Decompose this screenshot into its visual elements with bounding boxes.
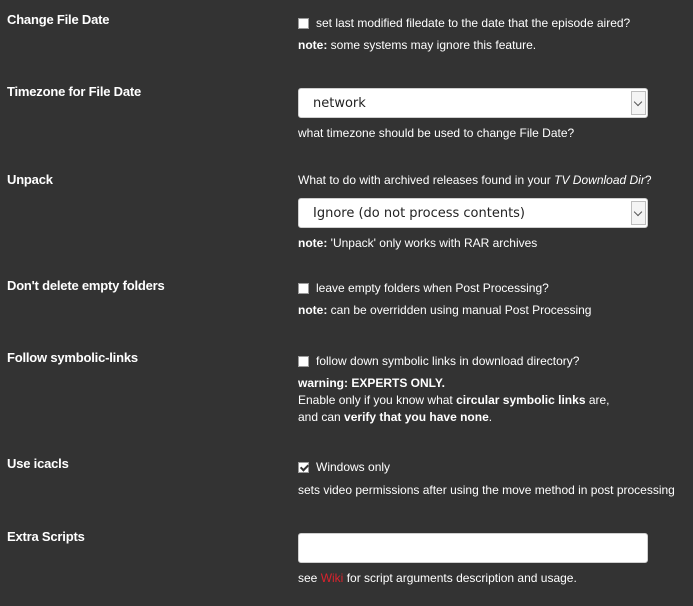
unpack-question — [298, 173, 652, 187]
extra-scripts-help-a: see — [298, 571, 321, 585]
icacls-option[interactable] — [298, 460, 390, 474]
timezone-selected-value: network — [313, 96, 366, 111]
unpack-label: Unpack — [7, 172, 53, 187]
unpack-select[interactable] — [298, 198, 648, 228]
timezone-help: what timezone should be used to change File Date? — [298, 126, 575, 140]
note-text: 'Unpack' only works with RAR archives — [327, 236, 538, 250]
extra-scripts-help — [298, 571, 577, 585]
timezone-select[interactable] — [298, 88, 648, 118]
note-text: some systems may ignore this feature. — [327, 38, 537, 52]
unpack-note — [298, 236, 537, 250]
extra-scripts-label: Extra Scripts — [7, 529, 85, 544]
chevron-down-icon[interactable] — [631, 201, 646, 225]
dont-delete-label: Don't delete empty folders — [7, 278, 165, 293]
chevron-down-icon[interactable] — [631, 91, 646, 115]
warning-text: warning: EXPERTS ONLY. — [298, 376, 445, 390]
symlinks-line3-c: . — [488, 410, 493, 424]
icacls-checkbox[interactable] — [298, 462, 309, 473]
symlinks-checkbox[interactable] — [298, 356, 309, 367]
note-prefix: note: — [298, 38, 328, 52]
change-file-date-note — [298, 38, 536, 52]
symlinks-option[interactable] — [298, 354, 579, 368]
change-file-date-option[interactable] — [298, 16, 630, 30]
dont-delete-note — [298, 303, 591, 317]
note-prefix: note: — [298, 303, 328, 317]
symlinks-line3-a: and can — [298, 410, 345, 424]
timezone-label: Timezone for File Date — [7, 84, 142, 99]
wiki-link[interactable]: Wiki — [320, 571, 344, 585]
unpack-question-text: What to do with archived releases found in your — [298, 173, 555, 187]
icacls-checkbox-label: Windows only — [316, 460, 391, 474]
symlinks-line2-b: circular symbolic links — [456, 393, 586, 407]
extra-scripts-input[interactable] — [298, 533, 648, 563]
symlinks-checkbox-label: follow down symbolic links in download directory? — [316, 354, 580, 368]
dont-delete-option[interactable] — [298, 281, 549, 295]
note-prefix: note: — [298, 236, 328, 250]
tv-download-dir-text: TV Download Dir — [554, 173, 645, 187]
change-file-date-label: Change File Date — [7, 12, 110, 27]
symlinks-line2 — [298, 393, 610, 407]
symlinks-warning — [298, 376, 445, 390]
dont-delete-checkbox[interactable] — [298, 283, 309, 294]
icacls-label: Use icacls — [7, 456, 69, 471]
note-text: can be overridden using manual Post Processing — [327, 303, 592, 317]
change-file-date-checkbox[interactable] — [298, 18, 309, 29]
unpack-selected-value: Ignore (do not process contents) — [313, 206, 526, 221]
symlinks-line2-a: Enable only if you know what — [298, 393, 457, 407]
dont-delete-checkbox-label: leave empty folders when Post Processing? — [316, 281, 549, 295]
symlinks-line3 — [298, 410, 492, 424]
icacls-help: sets video permissions after using the move method in post processing — [298, 483, 675, 497]
extra-scripts-help-b: for script arguments description and usage. — [343, 571, 577, 585]
symlinks-line2-c: are, — [585, 393, 610, 407]
change-file-date-checkbox-label: set last modified filedate to the date that the episode aired? — [316, 16, 631, 30]
symlinks-line3-b: verify that you have none — [344, 410, 489, 424]
unpack-question-suffix: ? — [644, 173, 652, 187]
symlinks-label: Follow symbolic-links — [7, 350, 138, 365]
